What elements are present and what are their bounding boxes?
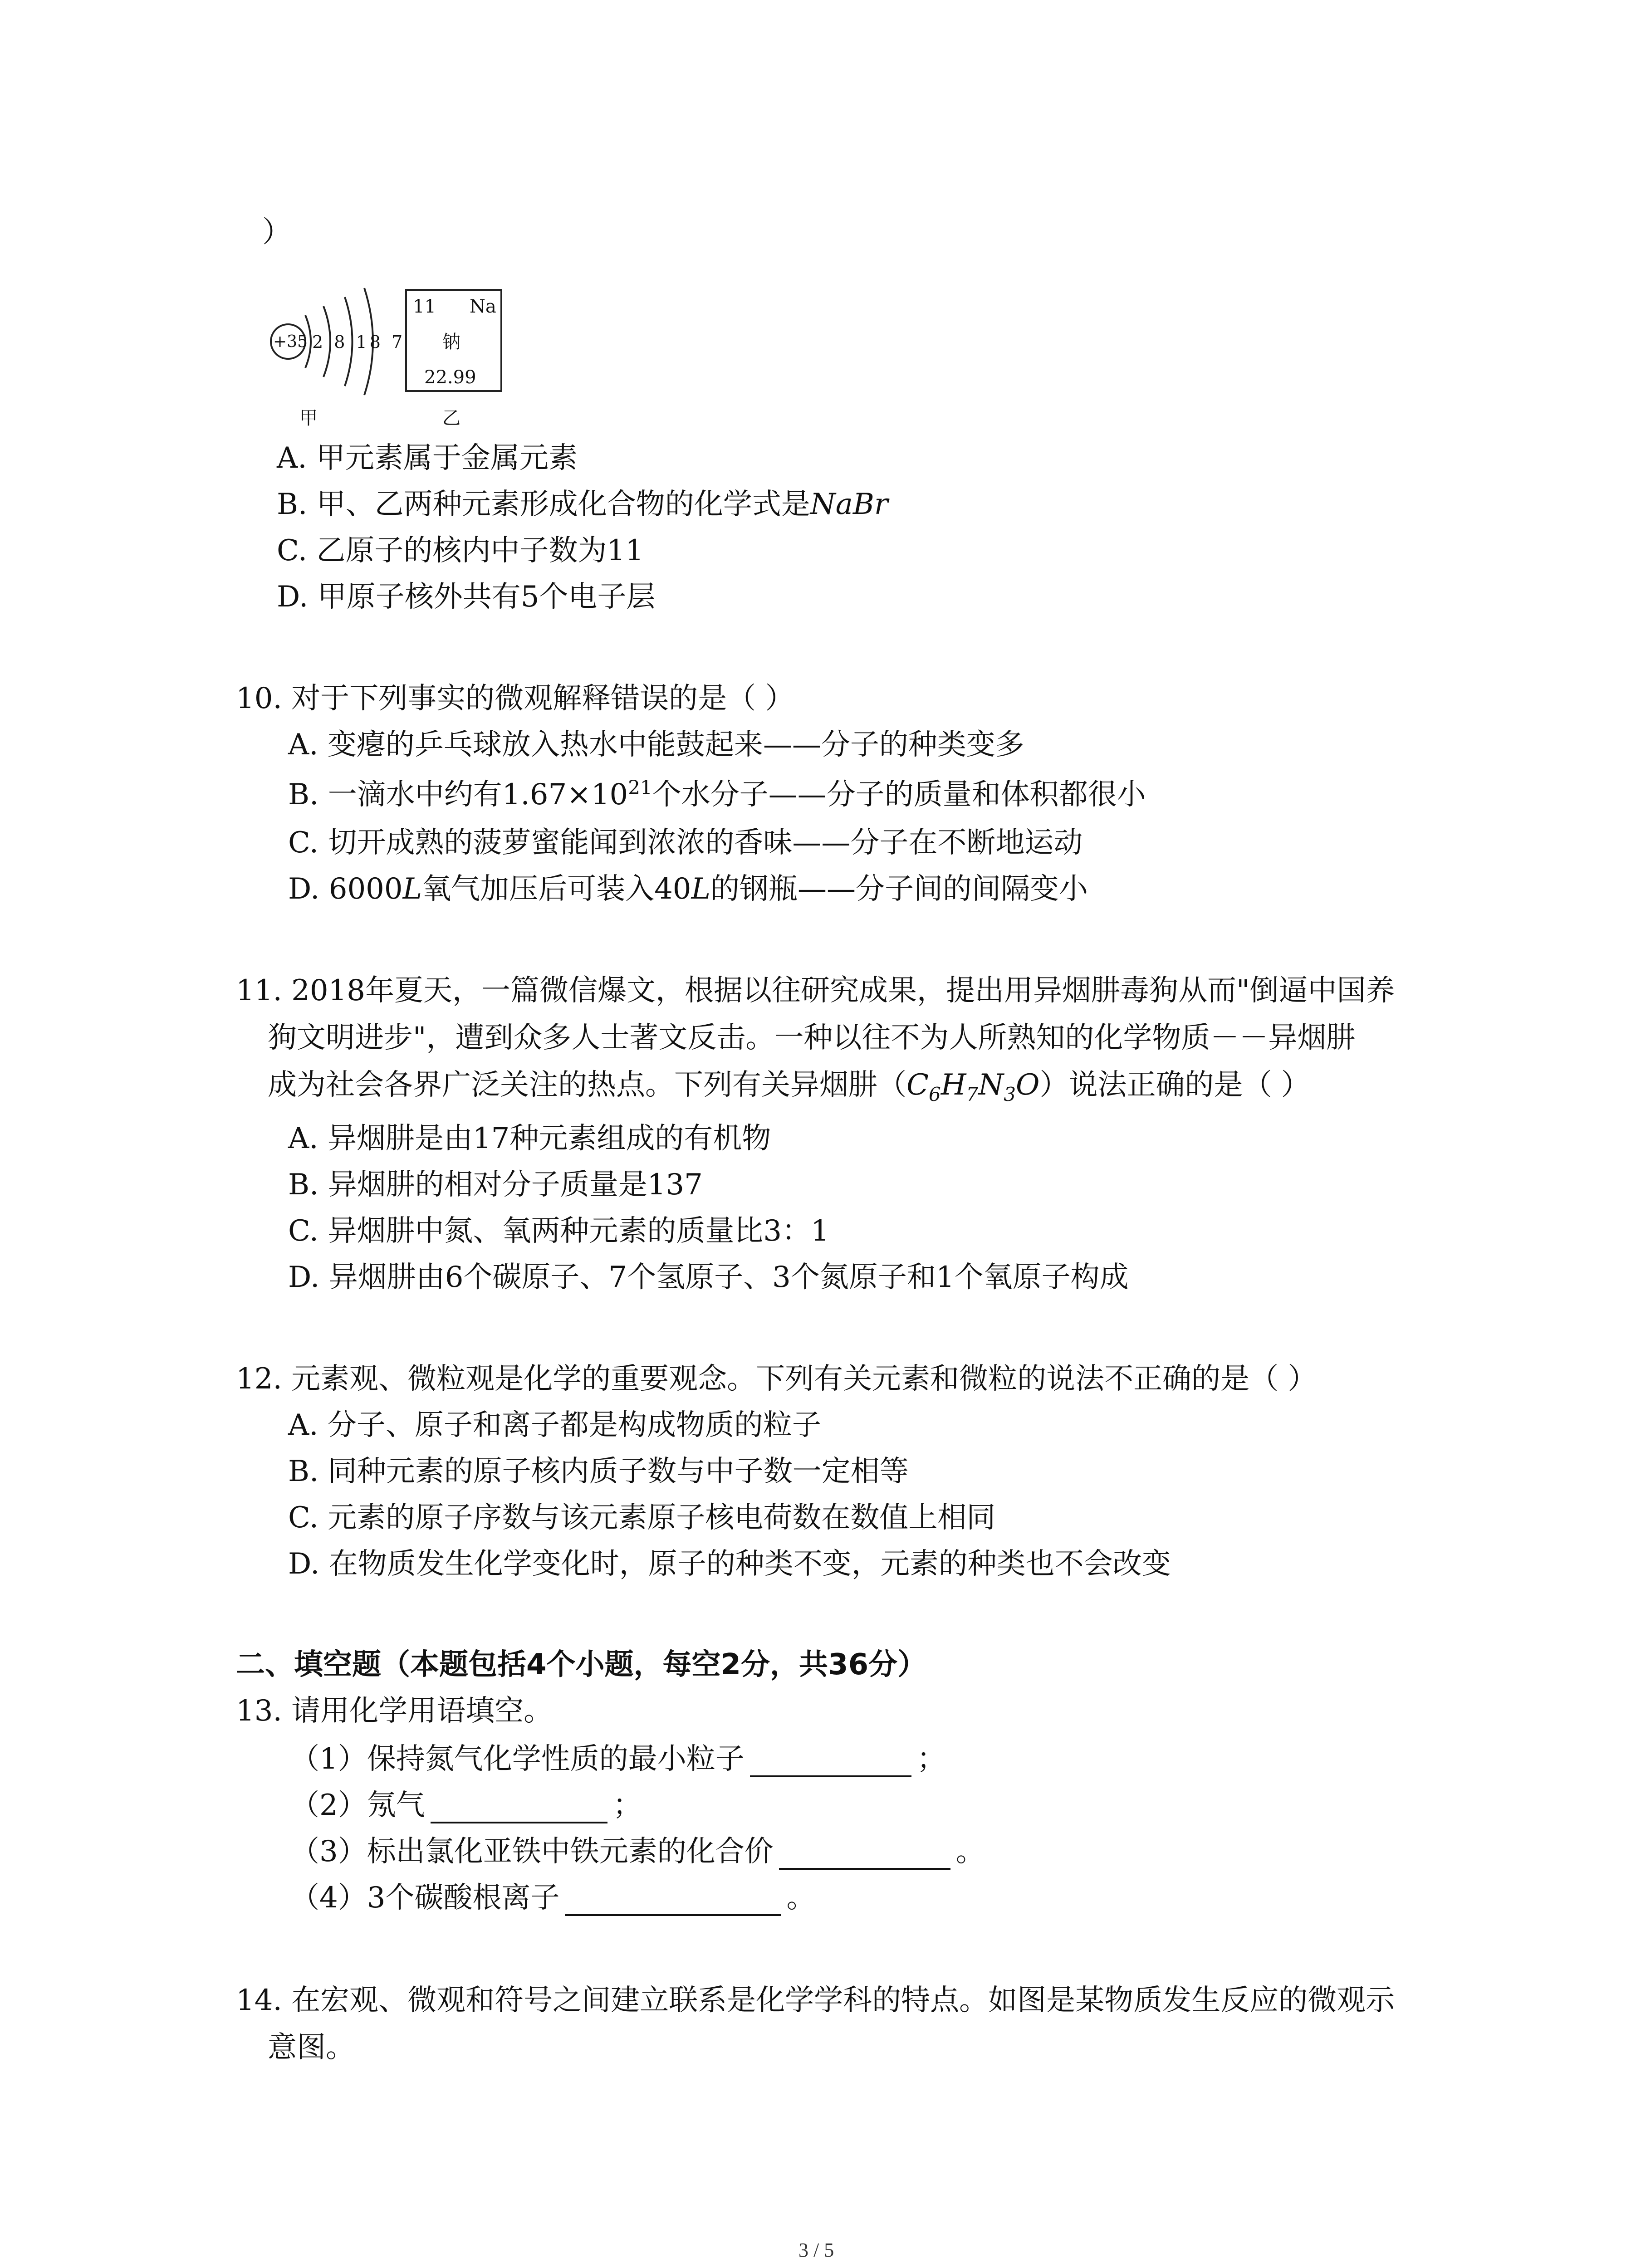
element-symbol: Na [470, 296, 496, 317]
q12-option-c: C. 元素的原子序数与该元素原子核电荷数在数值上相同 [288, 1501, 996, 1535]
answer-blank-3[interactable] [779, 1839, 950, 1870]
q14-stem-line2: 意图。 [268, 2031, 355, 2064]
section-heading: 二、填空题（本题包括4个小题，每空2分，共36分） [236, 1648, 927, 1681]
q10-option-b: B. 一滴水中约有$1.67\times 10^{21}$个水分子——分子的质量和体积都很小 [288, 776, 1146, 811]
q12-option-b: B. 同种元素的原子核内质子数与中子数一定相等 [288, 1455, 909, 1488]
q9-option-c: C. 乙原子的核内中子数为11 [277, 534, 644, 567]
q11-option-b: B. 异烟肼的相对分子质量是137 [288, 1168, 703, 1202]
q11-stem-line3: 成为社会各界广泛关注的热点。下列有关异烟肼$(C_6H_7N_3O)$说法正确的是（ ） [268, 1068, 1310, 1105]
answer-blank-1[interactable] [750, 1746, 911, 1777]
q12-option-a: A. 分子、原子和离子都是构成物质的粒子 [288, 1408, 821, 1442]
q10-option-a: A. 变瘪的乒乓球放入热水中能鼓起来——分子的种类变多 [288, 728, 1024, 762]
formula-isoniazid: $C_6H_7N_3O$ [906, 1068, 1040, 1105]
q11-stem-line1: 11. 2018年夏天，一篇微信爆文，根据以往研究成果，提出用异烟肼毒狗从而"倒逼中国养 [236, 974, 1395, 1007]
q9-option-d: D. 甲原子核外共有5个电子层 [277, 580, 656, 614]
q10-stem: 10. 对于下列事实的微观解释错误的是（ ） [236, 682, 794, 715]
element-atomic-number: 11 [413, 296, 436, 317]
atom-shell-electrons: 2 8 18 7 [312, 332, 406, 352]
q11-option-a: A. 异烟肼是由17种元素组成的有机物 [288, 1122, 771, 1155]
q10-option-d: D. 6000L氧气加压后可装入40L的钢瓶——分子间的间隔变小 [288, 872, 1088, 906]
q13-part-2: （2）氖气 ； [290, 1787, 642, 1823]
q13-part-1: （1）保持氮气化学性质的最小粒子 ； [290, 1741, 946, 1777]
element-atomic-mass: 22.99 [424, 367, 476, 388]
answer-blank-4[interactable] [565, 1885, 781, 1916]
element-caption: 乙 [442, 408, 460, 429]
q13-part-4: （4）3个碳酸根离子 。 [290, 1880, 815, 1916]
q10-option-c: C. 切开成熟的菠萝蜜能闻到浓浓的香味——分子在不断地运动 [288, 826, 1083, 860]
atom-nucleus-charge: +35 [273, 332, 308, 351]
q9-option-a: A. 甲元素属于金属元素 [277, 441, 578, 475]
q12-option-d: D. 在物质发生化学变化时，原子的种类不变，元素的种类也不会改变 [288, 1547, 1171, 1581]
formula-nabr: NaBr [810, 488, 888, 521]
q12-stem: 12. 元素观、微粒观是化学的重要观念。下列有关元素和微粒的说法不正确的是（ ） [236, 1362, 1317, 1396]
q11-option-c: C. 异烟肼中氮、氧两种元素的质量比3：1 [288, 1214, 829, 1248]
q14-stem-line1: 14. 在宏观、微观和符号之间建立联系是化学学科的特点。如图是某物质发生反应的微观示 [236, 1984, 1395, 2017]
continued-paren: ） [262, 215, 291, 249]
atom-structure-diagram [265, 256, 388, 401]
atom-caption: 甲 [299, 408, 318, 429]
q11-stem-line2: 狗文明进步"，遭到众多人士著文反击。一种以往不为人所熟知的化学物质－－异烟肼 [268, 1021, 1356, 1055]
q11-option-d: D. 异烟肼由6个碳原子、7个氢原子、3个氮原子和1个氧原子构成 [288, 1261, 1129, 1294]
q13-part-3: （3）标出氯化亚铁中铁元素的化合价 。 [290, 1833, 985, 1870]
q13-stem: 13. 请用化学用语填空。 [236, 1694, 553, 1728]
answer-blank-2[interactable] [431, 1793, 607, 1823]
q9-option-b: B. 甲、乙两种元素形成化合物的化学式是NaBr [277, 488, 888, 521]
page-number: 3 / 5 [798, 2239, 834, 2261]
element-name: 钠 [442, 332, 460, 352]
